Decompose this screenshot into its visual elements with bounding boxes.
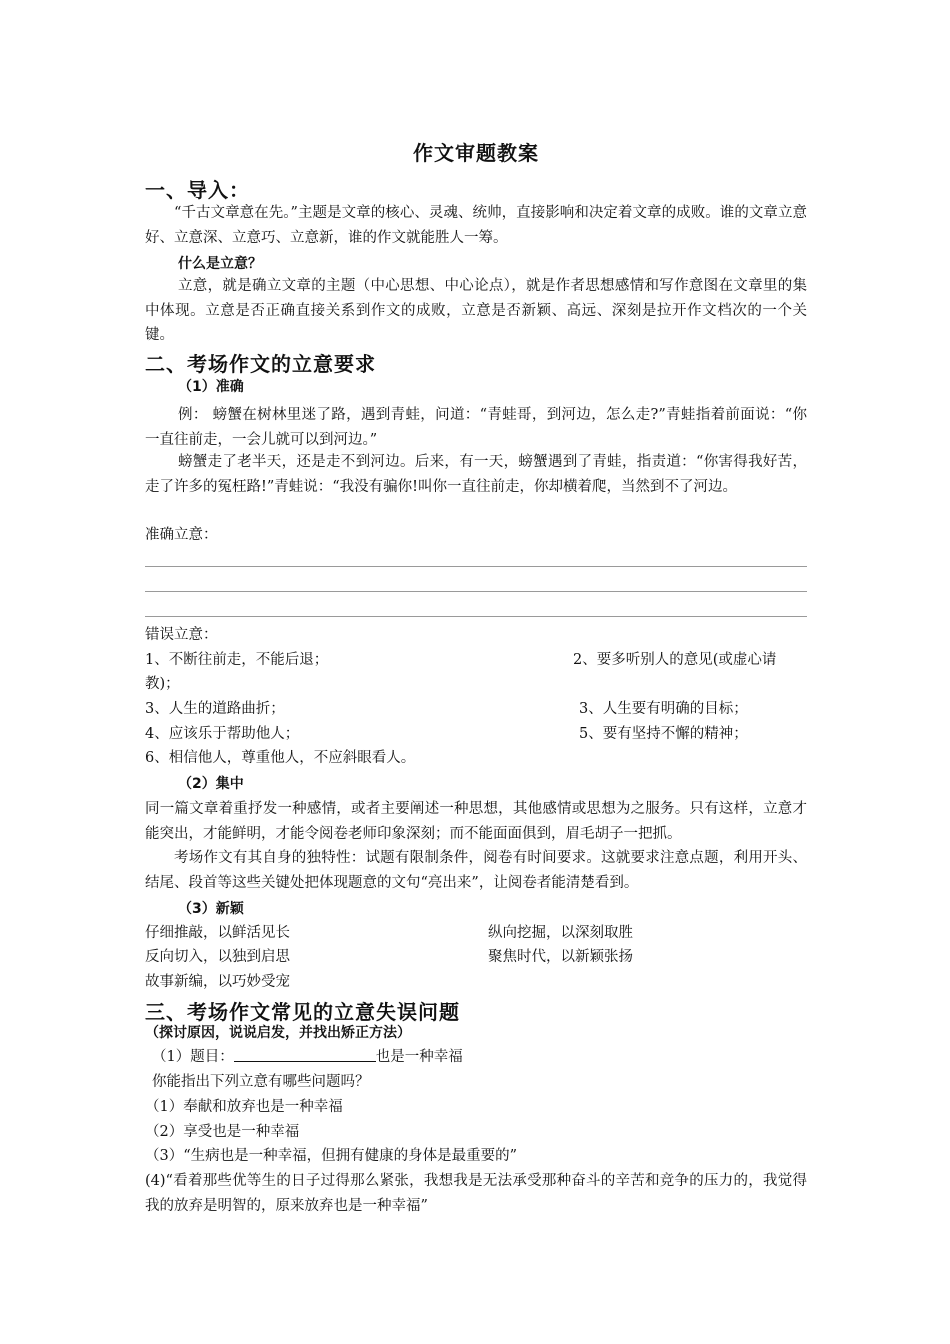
mistake-item: （3）“生病也是一种幸福，但拥有健康的身体是最重要的” — [145, 1148, 518, 1164]
mistake-item: (4)“看着那些优等生的日子过得那么紧张，我想我是无法承受那种奋斗的辛苦和竞争的压力的，我觉得我的放弃是明智的，原来放弃也是一种幸福” — [145, 1173, 807, 1214]
question-what-is-theme: 什么是立意？ — [178, 256, 262, 272]
wrong-theme-label: 错误立意： — [145, 627, 218, 643]
intro-paragraph: “千古文章意在先。”主题是文章的核心、灵魂、统帅，直接影响和决定着文章的成败。谁的文章立意好、立意深、立意巧、立意新，谁的作文就能胜人一筹。 — [145, 205, 807, 246]
wrong-theme-item: 1、不断往前走，不能后退； — [145, 652, 329, 668]
focused-paragraph: 同一篇文章着重抒发一种感情，或者主要阐述一种思想，其他感情或思想为之服务。只有这样，立意才能突出，才能鲜明，才能令阅卷老师印象深刻；而不能面面俱到，眉毛胡子一把抓。 — [145, 801, 807, 842]
topic-blank — [234, 1047, 376, 1062]
novel-method: 聚焦时代，以新颖张扬 — [488, 949, 633, 965]
subheading-accurate: （1）准确 — [178, 379, 244, 395]
novel-method: 仔细推敲，以鲜活见长 — [145, 925, 290, 941]
novel-method: 纵向挖掘，以深刻取胜 — [488, 925, 633, 941]
topic-line — [152, 1045, 463, 1069]
mistakes-subtitle: （探讨原因，说说启发，并找出矫正方法） — [145, 1025, 411, 1041]
example-paragraph-1: 例： 螃蟹在树林里迷了路，遇到青蛙，问道：“青蛙哥，到河边，怎么走?”青蛙指着前面说：“你一直往前走，一会儿就可以到河边。” — [145, 407, 807, 448]
section-heading-requirements: 二、考场作文的立意要求 — [145, 352, 376, 376]
novel-method: 反向切入，以独到启思 — [145, 949, 290, 965]
example-paragraph-2: 螃蟹走了老半天，还是走不到河边。后来，有一天，螃蟹遇到了青蛙，指责道：“你害得我好苦，走了许多的冤枉路!”青蛙说：“我没有骗你!叫你一直往前走，你却横着爬，当然到不了河边。 — [145, 454, 807, 495]
correct-theme-label: 准确立意： — [145, 527, 218, 543]
topic-prefix: （1）题目： — [152, 1049, 234, 1065]
theme-definition-paragraph: 立意，就是确立文章的主题（中心思想、中心论点），就是作者思想感情和写作意图在文章里的集中体现。立意是否正确直接关系到作文的成败，立意是否新颖、高远、深刻是拉开作文档次的一个关键。 — [145, 278, 807, 343]
novel-method: 故事新编，以巧妙受宠 — [145, 974, 290, 990]
answer-line — [145, 616, 807, 617]
wrong-theme-item: 6、相信他人，尊重他人，不应斜眼看人。 — [145, 750, 416, 766]
document-title: 作文审题教案 — [413, 141, 539, 165]
topic-suffix: 也是一种幸福 — [375, 1049, 463, 1065]
subheading-focused: （2）集中 — [178, 776, 244, 792]
question-line: 你能指出下列立意有哪些问题吗？ — [152, 1074, 370, 1090]
section-heading-mistakes: 三、考场作文常见的立意失误问题 — [145, 1000, 460, 1024]
mistake-item: （1）奉献和放弃也是一种幸福 — [145, 1099, 343, 1115]
wrong-theme-item: 4、应该乐于帮助他人； — [145, 726, 300, 742]
wrong-theme-item: 3、人生的道路曲折； — [145, 701, 285, 717]
wrong-theme-item: 2、要多听别人的意见(或虚心请 — [573, 652, 777, 668]
wrong-theme-item: 5、要有坚持不懈的精神； — [579, 726, 748, 742]
wrong-theme-item: 3、人生要有明确的目标； — [579, 701, 748, 717]
wrong-theme-item-continued: 教)； — [145, 676, 180, 692]
subheading-novel: （3）新颖 — [178, 901, 244, 917]
exam-paragraph: 考场作文有其自身的独特性：试题有限制条件，阅卷有时间要求。这就要求注意点题，利用开头、结尾、段首等这些关键处把体现题意的文句“亮出来”，让阅卷者能清楚看到。 — [145, 850, 807, 891]
answer-line — [145, 566, 807, 567]
section-heading-intro: 一、导入： — [145, 178, 250, 202]
answer-line — [145, 591, 807, 592]
mistake-item: （2）享受也是一种幸福 — [145, 1124, 300, 1140]
